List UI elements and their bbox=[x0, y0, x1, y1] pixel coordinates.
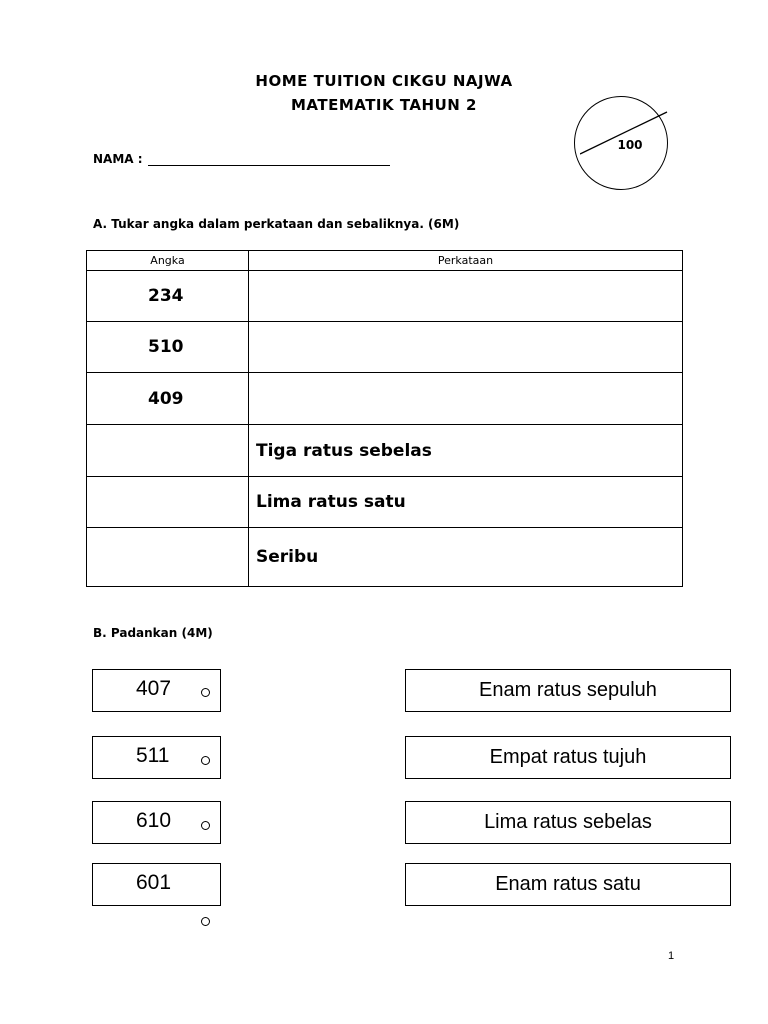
page-number: 1 bbox=[668, 950, 675, 962]
name-label: NAMA : bbox=[93, 152, 143, 166]
name-blank-line[interactable] bbox=[148, 165, 390, 166]
word-box: Lima ratus sebelas bbox=[405, 801, 731, 844]
conversion-table bbox=[86, 250, 683, 587]
word-box: Enam ratus sepuluh bbox=[405, 669, 731, 712]
table-row bbox=[87, 528, 683, 587]
table-row bbox=[87, 373, 683, 425]
section-b-instruction: B. Padankan (4M) bbox=[93, 626, 213, 640]
section-a-instruction: A. Tukar angka dalam perkataan dan sebaliknya. (6M) bbox=[93, 217, 460, 231]
angka-cell[interactable] bbox=[87, 528, 249, 587]
score-divider-line bbox=[580, 96, 670, 166]
perkataan-cell[interactable] bbox=[249, 373, 683, 425]
angka-cell[interactable] bbox=[87, 477, 249, 528]
match-dot[interactable] bbox=[201, 917, 210, 926]
table-row bbox=[87, 271, 683, 322]
match-dot[interactable] bbox=[201, 688, 210, 697]
perkataan-cell[interactable]: Lima ratus satu bbox=[249, 477, 683, 528]
table-row bbox=[87, 322, 683, 373]
header-perkataan: Perkataan bbox=[249, 251, 683, 271]
angka-cell[interactable]: 234 bbox=[87, 271, 249, 322]
match-dot[interactable] bbox=[201, 821, 210, 830]
worksheet-title: HOME TUITION CIKGU NAJWA bbox=[255, 72, 513, 90]
perkataan-cell[interactable]: Seribu bbox=[249, 528, 683, 587]
number-box bbox=[92, 863, 221, 906]
word-box: Enam ratus satu bbox=[405, 863, 731, 906]
table-row bbox=[87, 477, 683, 528]
angka-cell[interactable]: 409 bbox=[87, 373, 249, 425]
header-angka: Angka bbox=[87, 251, 249, 271]
table-row bbox=[87, 425, 683, 477]
angka-cell[interactable]: 510 bbox=[87, 322, 249, 373]
number-value: 511 bbox=[136, 744, 170, 767]
perkataan-cell[interactable] bbox=[249, 271, 683, 322]
number-value: 601 bbox=[136, 871, 172, 894]
perkataan-cell[interactable]: Tiga ratus sebelas bbox=[249, 425, 683, 477]
score-total: 100 bbox=[617, 138, 643, 152]
worksheet-subtitle: MATEMATIK TAHUN 2 bbox=[290, 96, 477, 114]
number-value: 407 bbox=[136, 677, 172, 700]
angka-cell[interactable] bbox=[87, 425, 249, 477]
word-box: Empat ratus tujuh bbox=[405, 736, 731, 779]
match-dot[interactable] bbox=[201, 756, 210, 765]
number-value: 610 bbox=[136, 809, 172, 832]
perkataan-cell[interactable] bbox=[249, 322, 683, 373]
